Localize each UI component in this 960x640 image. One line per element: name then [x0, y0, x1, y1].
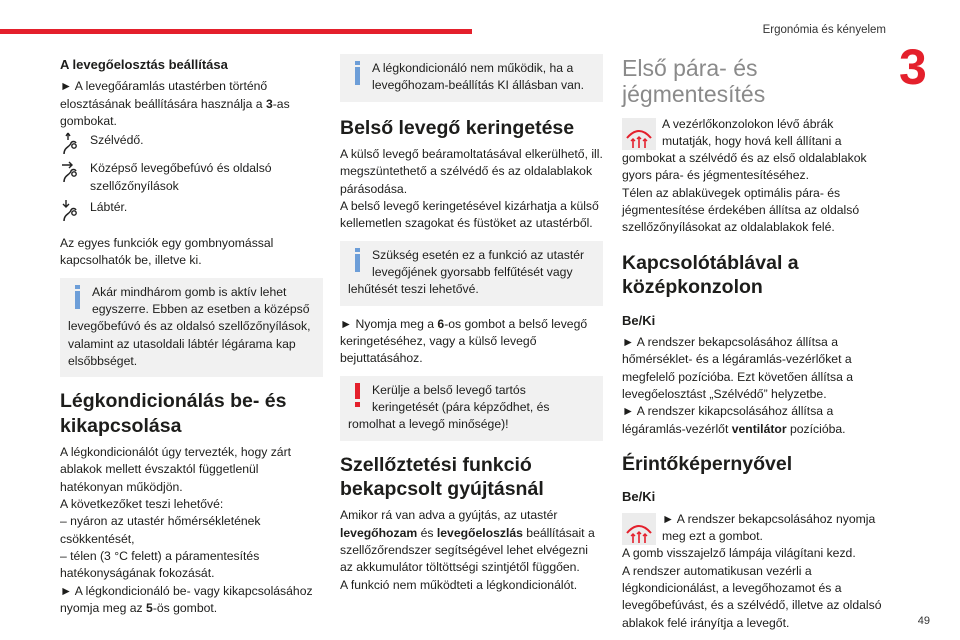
info-note: Akár mindhárom gomb is aktív lehet egyszerre. Ebben az esetben a középső levegőbefúvó és az oldalsó szellőzőnyílások, valamint az utasoldali lábtér légárama kap elsőbbséget. [60, 278, 323, 378]
center-vents-item: Középső levegőbefúvó és oldalsó szellőzőnyílások [60, 160, 323, 195]
column-3 [622, 56, 885, 632]
panel-p2: ► A rendszer kikapcsolásához állítsa a légáramlás-vezérlőt ventilátor pozícióba. [622, 404, 846, 436]
air-distribution-heading: A levegőelosztás beállítása [60, 57, 228, 72]
info-icon [348, 247, 368, 273]
demist-title: Első pára- és jégmentesítés [622, 55, 766, 107]
column-2 [340, 54, 603, 594]
windscreen-airflow-icon [60, 132, 90, 156]
page-number: 49 [917, 615, 930, 628]
combine-text: Az egyes funkciók egy gombnyomással kapcsolhatók be, illetve ki. [60, 236, 274, 268]
touch-block: ► A rendszer bekapcsolásához nyomja meg ezt a gombot. [622, 511, 885, 546]
running-header: Ergonómia és kényelem [762, 24, 886, 36]
ventilation-heading: Szellőztetési funkció bekapcsolt gyújtásnál [340, 453, 544, 500]
recirc-p1: A külső levegő beáramoltatásával elkerülhető, ill. megszüntethető a szélvédő és az oldalablakok párásodása. [340, 147, 603, 196]
panel-p1: ► A rendszer bekapcsolásához állítsa a hőmérséklet- és a légáramlás-vezérlőket a megfelelő pozícióba. Ezt követően állítsa a levegőelosztást „Szélvédő” helyzetbe. [622, 335, 854, 401]
chapter-number: 3 [899, 39, 927, 95]
windscreen-item: Szélvédő. [60, 132, 323, 156]
info-note-recirc: Szükség esetén ez a funkció az utastér levegőjének gyorsabb felfűtését vagy lehűtését teszi lehetővé. [340, 241, 603, 306]
onoff-heading-1: Be/Ki [622, 312, 656, 328]
ac-p2: A következőket teszi lehetővé: [60, 497, 224, 512]
header-accent-bar [0, 29, 472, 34]
warning-note: Kerülje a belső levegő tartós keringetését (pára képződhet, és romolhat a levegő minősége)! [340, 376, 603, 441]
vent-p1: Amikor rá van adva a gyújtás, az utastér levegőhozam és levegőeloszlás beállításait a szellőzőrendszer segítségével lehet elvégezni az akkumulátor töltöttségi szintjétől függően. [340, 508, 595, 575]
ac-heading: Légkondicionálás be- és kikapcsolása [60, 390, 287, 437]
info-icon [348, 60, 368, 86]
recirc-p2: A belső levegő keringetésével kizárhatja a külső kellemetlen szagokat és füstöket az utastérből. [340, 199, 599, 231]
info-icon [68, 284, 88, 310]
ac-p4: – télen (3 °C felett) a páramentesítés hatékonyságának fokozását. [60, 549, 260, 581]
demist-intro-block: A vezérlőkonzolokon lévő ábrák mutatják, hogy hová kell állítani a gombokat a szélvédő és az első oldalablakok gyors pára- és jégmentesítéséhez. [622, 116, 867, 183]
winter-text: Télen az ablaküvegek optimális pára- és jégmentesítése érdekében állítsa az oldalsó szellőzőnyílásokat az oldalablakok felé. [622, 185, 860, 235]
front-demist-icon [622, 513, 656, 545]
footwell-item: Lábtér. [60, 199, 323, 223]
center-vents-airflow-icon [60, 160, 90, 184]
panel-heading: Kapcsolótáblával a középkonzolon [622, 251, 799, 299]
warning-exclamation-icon [348, 382, 368, 408]
info-note-ac-off: A légkondicionáló nem működik, ha a levegőhozam-beállítás KI állásban van. [340, 54, 603, 102]
ac-p3: – nyáron az utastér hőmérsékletének csökkentését, [60, 514, 261, 546]
front-demist-icon [622, 118, 656, 150]
recirc-p3: ► Nyomja meg a 6-os gombot a belső levegő keringetéséhez, vagy a külső levegő bejuttatásához. [340, 316, 588, 366]
column-1 [60, 56, 323, 617]
recirculation-heading: Belső levegő keringetése [340, 116, 575, 139]
touchscreen-heading: Érintőképernyővel [622, 452, 793, 475]
air-distribution-intro: ► A levegőáramlás utastérben történő elosztásának beállítására használja a 3-as gombokat. [60, 79, 290, 129]
touch-p2: A gomb visszajelző lámpája világítani kezd. [622, 546, 856, 561]
ac-p5: ► A légkondicionáló be- vagy kikapcsolásához nyomja meg az 5-ös gombot. [60, 583, 313, 616]
vent-p2: A funkció nem működteti a légkondicionálót. [340, 577, 578, 592]
onoff-heading-2: Be/Ki [622, 489, 656, 505]
ac-p1: A légkondicionálót úgy tervezték, hogy zárt ablakok mellett évszaktól függetlenül hatékonyan működjön. [60, 445, 292, 494]
touch-p3: A rendszer automatikusan vezérli a légkondicionálást, a levegőhozamot és a levegőbefúvást, és a szélvédő, illetve az oldalsó ablakok felé irányítja a levegőt. [622, 563, 882, 630]
footwell-airflow-icon [60, 199, 90, 223]
